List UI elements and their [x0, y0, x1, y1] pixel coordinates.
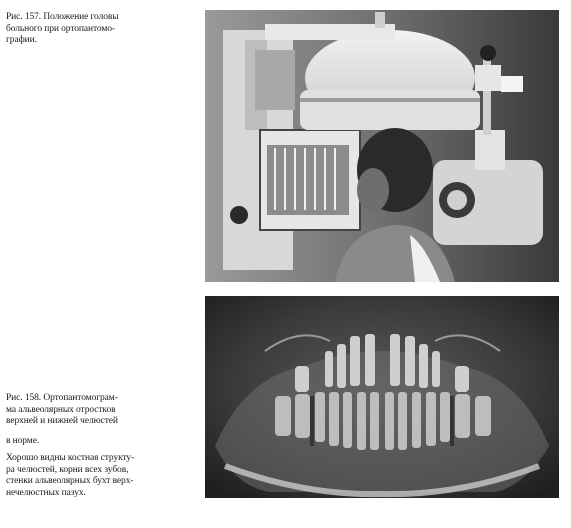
figure-158-note: Хорошо видны костная структу- ра челюстей, корни всех зубов, стенки альвеолярных бухт верх- нечелюстных пазух. — [6, 453, 135, 498]
orthopantomograph-photo — [205, 10, 559, 282]
figure-157-caption: Рис. 157. Положение головы больного при ортопантомо- графии. — [6, 12, 119, 45]
figure-158-caption-continuation: в норме. — [6, 436, 40, 446]
figure-158-caption: Рис. 158. Ортопантомограм- ма альвеолярных отростков верхней и нижней челюстей — [6, 393, 118, 426]
orthopantomogram-xray — [205, 296, 559, 498]
